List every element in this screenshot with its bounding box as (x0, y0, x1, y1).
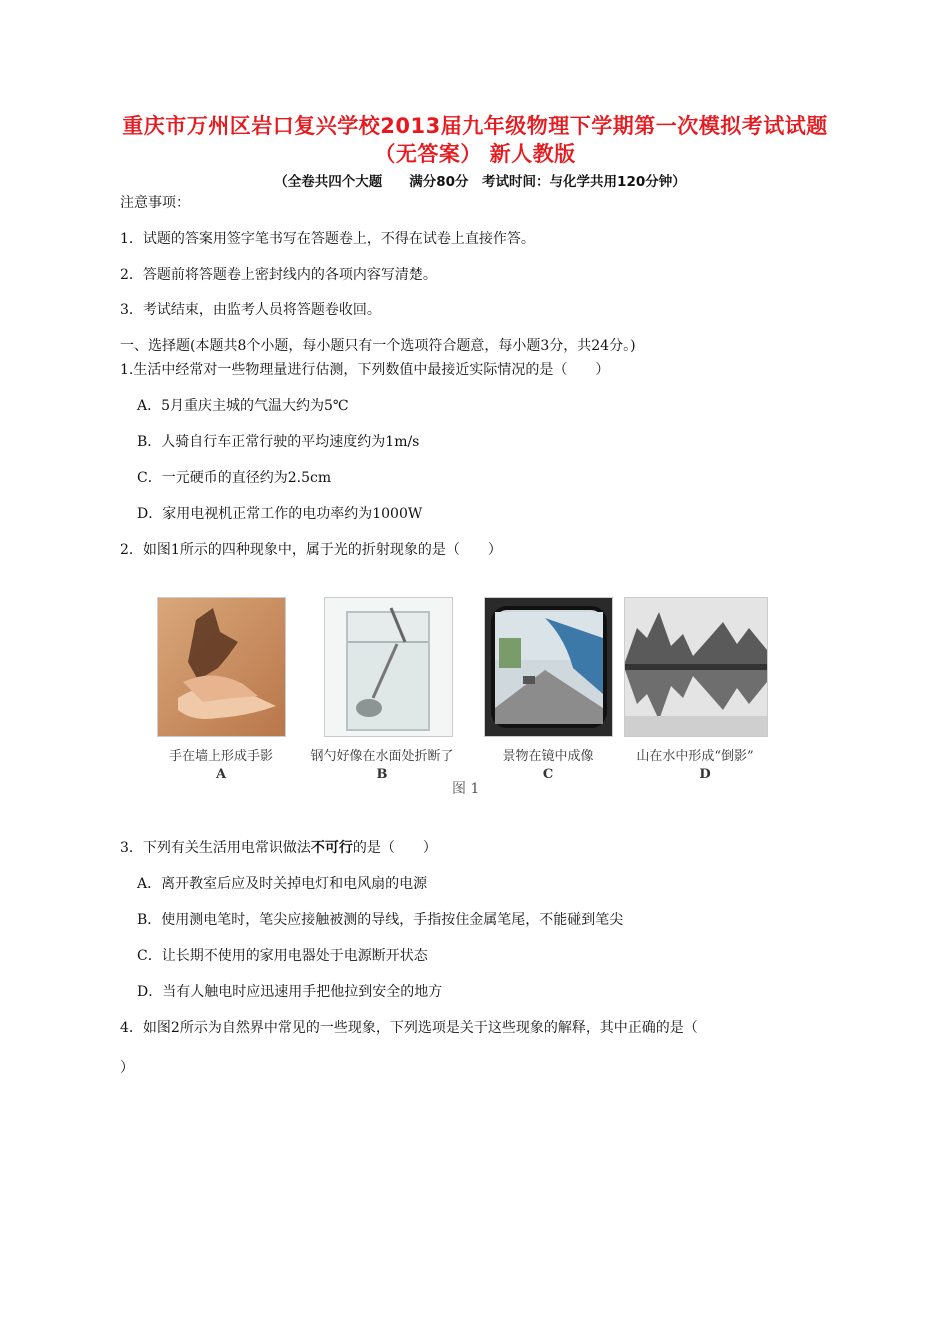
q3-stem-suffix: 的是（ ） (352, 840, 437, 856)
figure-1 (157, 597, 767, 787)
caption-b: 钢勺好像在水面处折断了 (310, 749, 454, 764)
q1-option-c: C．一元硬币的直径约为2.5cm (137, 470, 332, 486)
notice-heading: 注意事项： (120, 195, 190, 211)
mountain-reflection-image (624, 597, 768, 737)
q3-stem-emphasis: 不可行 (310, 840, 353, 856)
document-title: 重庆市万州区岩口复兴学校2013届九年级物理下学期第一次模拟考试试题（无答案） 新人教版 (122, 114, 828, 166)
caption-a: 手在墙上形成手影 (168, 749, 273, 764)
q2-stem: 2．如图1所示的四种现象中，属于光的折射现象的是（ ） (120, 542, 502, 558)
caption-c: 景物在镜中成像 (502, 749, 594, 764)
car-mirror-image (484, 597, 613, 737)
notice-item-3: 3．考试结束，由监考人员将答题卷收回。 (120, 302, 381, 318)
q3-option-d: D．当有人触电时应迅速用手把他拉到安全的地方 (137, 984, 443, 1000)
hand-shadow-image (157, 597, 286, 737)
q1-stem: 1.生活中经常对一些物理量进行估测，下列数值中最接近实际情况的是（ ） (120, 362, 610, 378)
letter-d: D (699, 767, 711, 782)
q4-stem-line1: 4．如图2所示为自然界中常见的一些现象，下列选项是关于这些现象的解释，其中正确的是（ (120, 1020, 698, 1036)
section-heading: 一、选择题(本题共8个小题，每小题只有一个选项符合题意，每小题3分，共24分。) (120, 338, 636, 354)
q3-stem (120, 837, 437, 857)
exam-subtitle: （全卷共四个大题 满分80分 考试时间：与化学共用120分钟） (274, 174, 686, 190)
letter-c: C (542, 767, 554, 782)
q1-option-b: B．人骑自行车正常行驶的平均速度约为1m/s (137, 434, 420, 450)
figure-1-label: 图 1 (452, 781, 480, 797)
q4-stem-line2: ） (120, 1060, 134, 1076)
spoon-in-glass-image (324, 597, 453, 737)
q3-option-b: B．使用测电笔时，笔尖应接触被测的导线，手指按住金属笔尾，不能碰到笔尖 (137, 912, 624, 928)
q3-option-c: C．让长期不使用的家用电器处于电源断开状态 (137, 948, 428, 964)
q3-stem-prefix: 3．下列有关生活用电常识做法 (120, 840, 311, 856)
q1-option-a: A．5月重庆主城的气温大约为5℃ (137, 398, 349, 414)
notice-item-2: 2．答题前将答题卷上密封线内的各项内容写清楚。 (120, 267, 437, 283)
letter-b: B (376, 767, 388, 782)
caption-d: 山在水中形成“倒影” (636, 749, 754, 764)
letter-a: A (215, 767, 227, 782)
q3-option-a: A．离开教室后应及时关掉电灯和电风扇的电源 (137, 876, 428, 892)
notice-item-1: 1．试题的答案用签字笔书写在答题卷上，不得在试卷上直接作答。 (120, 231, 535, 247)
q1-option-d: D．家用电视机正常工作的电功率约为1000W (137, 506, 423, 522)
